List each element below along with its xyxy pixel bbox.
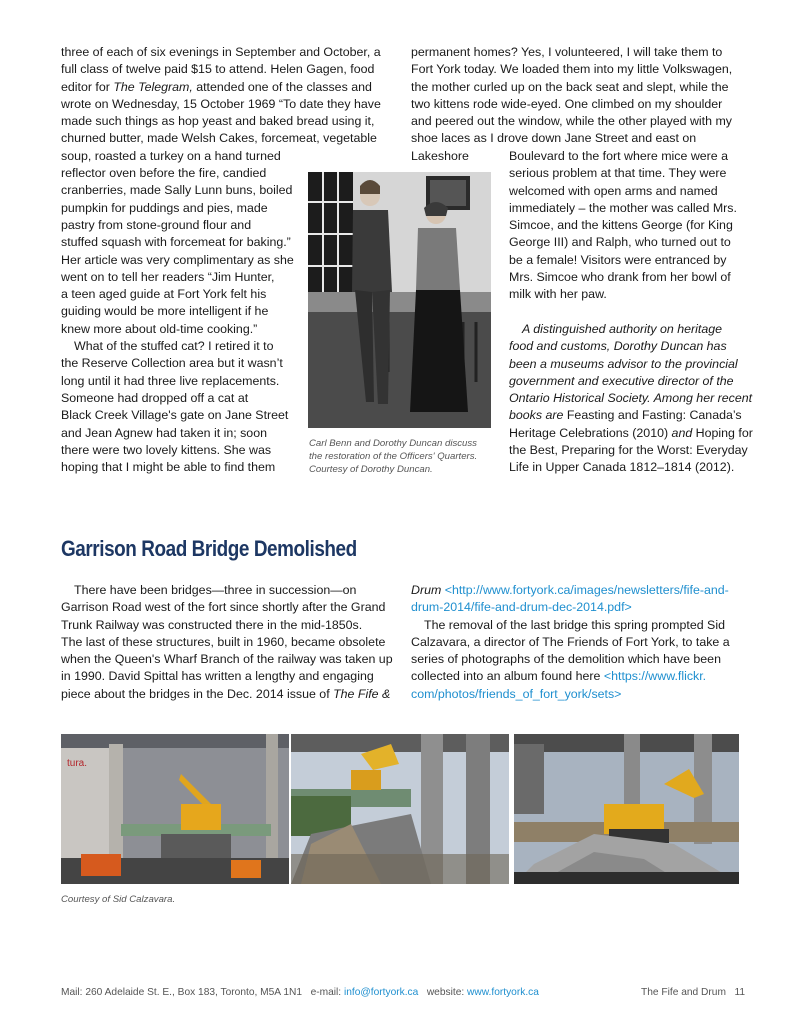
text-line: Trunk Railway was constructed there in the mid-1850s. [61, 617, 363, 632]
email-link[interactable]: info@fortyork.ca [343, 987, 419, 998]
bridge-left-column [61, 582, 396, 703]
text-line: been a museums advisor to the provincial [509, 356, 738, 371]
caption-line: the restoration of the Officers' Quarters. [309, 451, 478, 462]
newsletter-link[interactable]: <http://www.fortyork.ca/images/newsletters/fife-and- [441, 583, 729, 597]
flickr-link-cont[interactable]: com/photos/friends_of_fort_york/sets> [411, 686, 622, 701]
text-line: guiding would be more intelligent if he [61, 304, 269, 319]
text-line: Heritage Celebrations (2010) and Hoping for [509, 425, 753, 440]
section-heading: Garrison Road Bridge Demolished [61, 536, 357, 561]
text-line: Simcoe, and the kittens George (for King [509, 218, 733, 233]
demolition-photo-3 [514, 734, 739, 884]
text-line: Her article was very complimentary as she [61, 252, 294, 267]
footer-publication [641, 987, 745, 998]
text-line: series of photographs of the demolition which have been [411, 652, 721, 667]
text-line: the mother curled up on the back seat and slept, while the [411, 79, 729, 94]
author-bio [509, 321, 754, 477]
photo-illustration [308, 172, 491, 428]
text-line: welcomed with open arms and named [509, 183, 718, 198]
text-line: permanent homes? Yes, I volunteered, I will take them to [411, 45, 723, 59]
text-line: three of each of six evenings in September and October, a [61, 45, 381, 59]
demolition-photo-2 [291, 734, 509, 884]
text-line: A distinguished authority on heritage [522, 322, 722, 336]
text-line: government and executive director of the [509, 373, 734, 388]
text-line: reflector oven before the fire, candied [61, 166, 267, 181]
website-label: website: [426, 987, 465, 998]
text-line: serious problem at that time. They were [509, 166, 727, 181]
page-number: 11 [734, 987, 746, 998]
article-right-column [411, 44, 751, 165]
text-line: Garrison Road west of the fort since shortly after the Grand [61, 600, 386, 615]
website-link[interactable]: www.fortyork.ca [467, 987, 539, 998]
text-line: stuffed squash with forcemeat for baking.” [61, 235, 291, 250]
text-line: pumpkin for puddings and pies, made [61, 200, 268, 215]
publication-title: The Fife and Drum [641, 987, 726, 998]
text-line: What of the stuffed cat? I retired it to [74, 339, 274, 354]
text-line: pastry from stone-ground flour and [61, 217, 252, 232]
newsletter-link-cont[interactable]: drum-2014/fife-and-drum-dec-2014.pdf> [411, 600, 632, 615]
text-line: when the Queen's Wharf Branch of the railway was taken up [61, 652, 393, 667]
text-line: immediately – the mother was called Mrs. [509, 200, 737, 215]
text-line: books are Feasting and Fasting: Canada’s [509, 408, 742, 423]
text-line: knew more about old-time cooking.” [61, 321, 258, 336]
text-line: made such things as hop yeast and baked bread using it, [61, 114, 375, 129]
text-line: be a female! Visitors were entranced by [509, 252, 727, 267]
text-line: Black Creek Village's gate on Jane Street [61, 408, 289, 423]
text-line: full class of twelve paid $15 to attend. Helen Gagen, food [61, 62, 375, 77]
text-line: collected into an album found here <https://www.flickr. [411, 669, 707, 684]
text-line: There have been bridges—three in succession—on [74, 583, 357, 597]
text-line: food and customs, Dorothy Duncan has [509, 339, 727, 354]
text-line: Drum <http://www.fortyork.ca/images/newsletters/fife-and- [411, 583, 729, 597]
text-line: Mrs. Simcoe who drank from her bowl of [509, 270, 731, 285]
text-line: the Best, Preparing for the Worst: Everyday [509, 443, 748, 458]
text-line: shoe laces as I drove down Jane Street and east on Lakeshore [411, 131, 697, 163]
text-line: and Jean Agnew had taken it in; soon [61, 425, 267, 440]
text-line: wrote on Wednesday, 15 October 1969 “To date they have [61, 96, 381, 111]
text-line: milk with her paw. [509, 287, 607, 302]
text-line: Ontario Historical Society. Among her recent [509, 391, 753, 406]
caption-line: Courtesy of Dorothy Duncan. [309, 464, 433, 475]
text-line: two kittens rode wide-eyed. One climbed on my shoulder [411, 96, 723, 111]
text-line: and peered out the window, while the other played with my [411, 114, 732, 129]
footer-contact [61, 987, 539, 998]
text-line: editor for The Telegram, attended one of the classes and [61, 79, 372, 94]
text-line: churned butter, made Welsh Cakes, forcemeat, vegetable [61, 131, 377, 146]
duncan-benn-photo [308, 172, 491, 428]
article-narrow-column [509, 148, 749, 304]
text-line: in 1990. David Spittal has written a lengthy and engaging [61, 669, 374, 684]
text-line: a teen aged guide at Fort York felt his [61, 287, 267, 302]
text-line: Someone had dropped off a cat at [61, 390, 249, 405]
text-line: Calzavara, a director of The Friends of Fort York, to take a [411, 634, 730, 649]
text-line: hoping that I might be able to find them [61, 460, 276, 475]
text-line: The last of these structures, built in 1960, became obsolete [61, 634, 386, 649]
photo-caption [309, 437, 499, 476]
text-line: The removal of the last bridge this spring prompted Sid [424, 617, 725, 632]
sign-text: tura. [67, 758, 88, 769]
text-line: Boulevard to the fort where mice were a [509, 149, 729, 163]
text-line: the Reserve Collection area but it wasn’t [61, 356, 283, 371]
text-line: George III) and Ralph, who turned out to [509, 235, 731, 250]
photos-caption: Courtesy of Sid Calzavara. [61, 894, 176, 905]
text-line: went on to tell her readers “Jim Hunter, [61, 269, 275, 284]
email-label: e-mail: [310, 987, 342, 998]
mailing-address: Mail: 260 Adelaide St. E., Box 183, Toronto, M5A 1N1 [61, 987, 303, 998]
publication-name: The Telegram, [113, 79, 193, 94]
demolition-photo-1 [61, 734, 289, 884]
caption-line: Carl Benn and Dorothy Duncan discuss [309, 438, 477, 449]
text-line: Fort York today. We loaded them into my little Volkswagen, [411, 62, 733, 77]
text-line [411, 599, 756, 616]
text-line: Life in Upper Canada 1812–1814 (2012). [509, 460, 735, 475]
flickr-link[interactable]: <https://www.flickr. [603, 669, 707, 684]
bridge-right-column [411, 582, 756, 703]
text-line: long until it had three live replacements. [61, 373, 280, 388]
text-line [411, 686, 756, 703]
text-line: cranberries, made Sally Lunn buns, boiled [61, 183, 293, 198]
text-line: there were two lovely kittens. She was [61, 442, 272, 457]
text-line: piece about the bridges in the Dec. 2014 issue of The Fife & [61, 686, 391, 701]
text-line: soup, roasted a turkey on a hand turned [61, 148, 281, 163]
